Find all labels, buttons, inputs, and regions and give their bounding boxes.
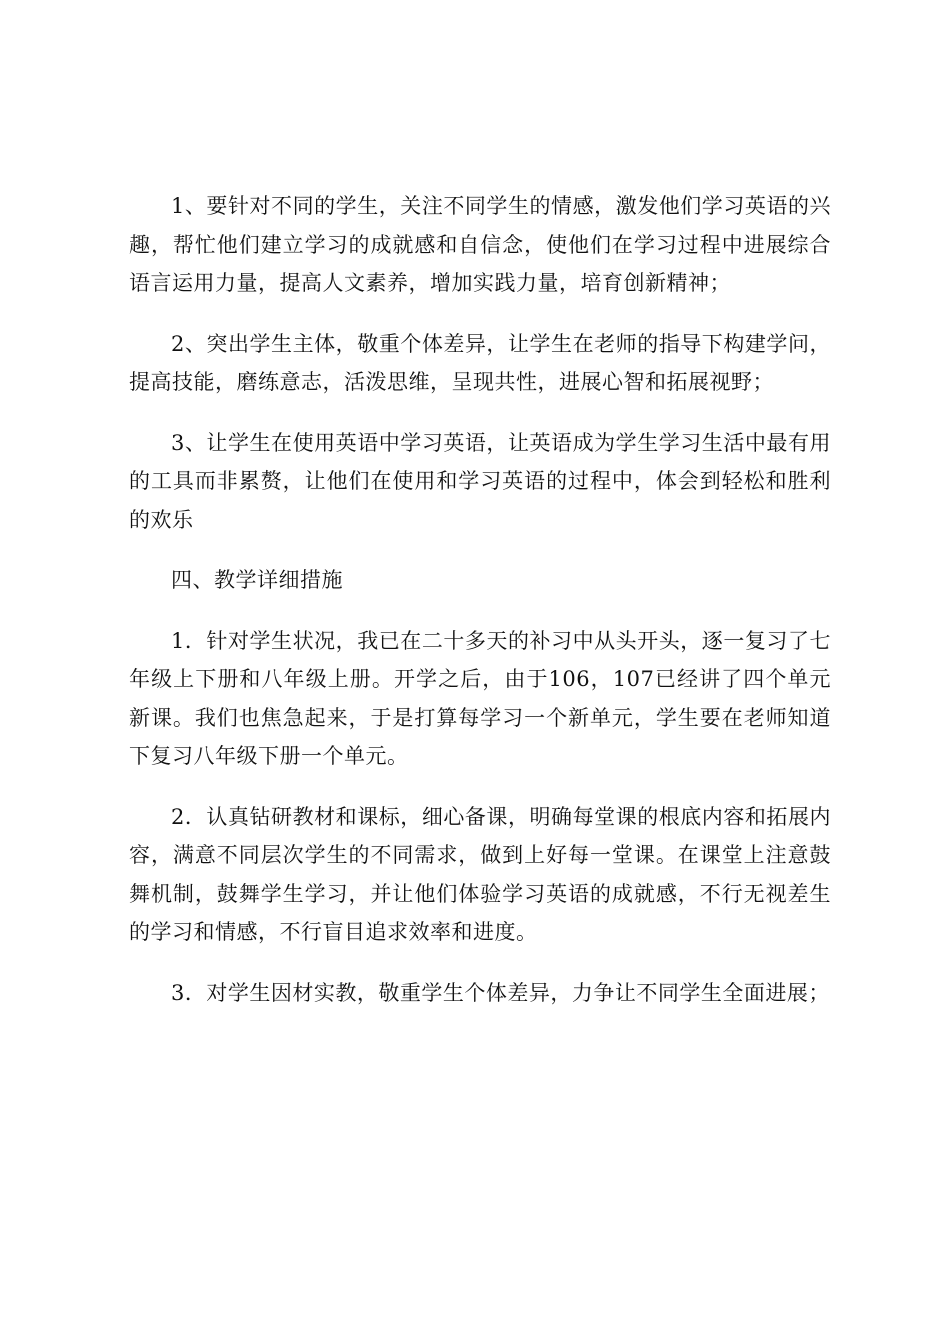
document-body (129, 187, 831, 1012)
paragraph-gap (129, 303, 831, 325)
section-heading-measures: 四、教学详细措施 (171, 568, 343, 592)
paragraph-measure-3: 3．对学生因材实教，敬重学生个体差异，力争让不同学生全面进展； (171, 980, 830, 1005)
paragraph-gap (129, 402, 831, 424)
paragraph-goal-3: 3、让学生在使用英语中学习英语，让英语成为学生学习生活中最有用的工具而非累赘，让他们在使用和学习英语的过程中，体会到轻松和胜利的欢乐 (129, 430, 831, 532)
paragraph-goal-2: 2、突出学生主体，敬重个体差异，让学生在老师的指导下构建学问，提高技能，磨练意志，活泼思维，呈现共性，进展心智和拓展视野； (129, 331, 831, 394)
paragraph-measure-1: 1．针对学生状况，我已在二十多天的补习中从头开头，逐一复习了七年级上下册和八年级上册。开学之后，由于106，107已经讲了四个单元新课。我们也焦急起来，于是打算每学习一个新单元，学生要在老师知道下复习八年级下册一个单元。 (129, 628, 831, 768)
paragraph-gap (129, 600, 831, 622)
paragraph-gap (129, 776, 831, 798)
paragraph-gap (129, 539, 831, 561)
paragraph-measure-2: 2．认真钻研教材和课标，细心备课，明确每堂课的根底内容和拓展内容，满意不同层次学生的不同需求，做到上好每一堂课。在课堂上注意鼓舞机制，鼓舞学生学习，并让他们体验学习英语的成就感，不行无视差生的学习和情感，不行盲目追求效率和进度。 (129, 804, 831, 944)
paragraph-gap (129, 952, 831, 974)
paragraph-goal-1: 1、要针对不同的学生，关注不同学生的情感，激发他们学习英语的兴趣，帮忙他们建立学习的成就感和自信念，使他们在学习过程中进展综合语言运用力量，提高人文素养，增加实践力量，培育创新精神； (129, 194, 831, 295)
